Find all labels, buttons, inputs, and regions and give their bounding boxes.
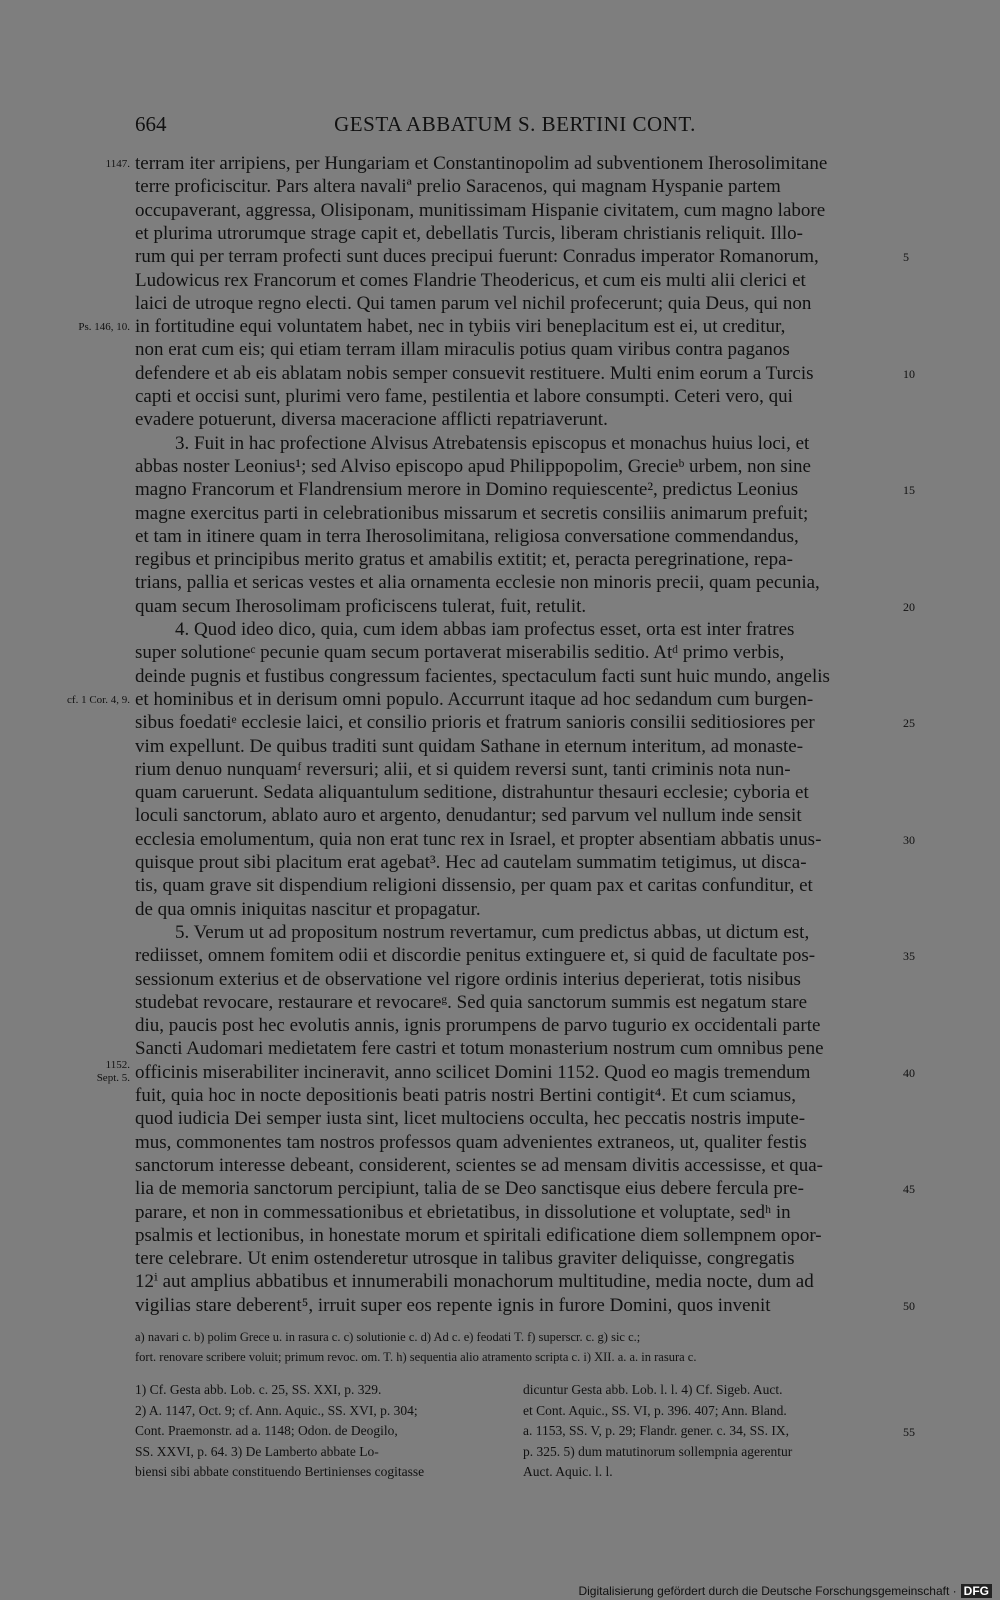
text-line: abbas noster Leonius¹; sed Alviso episcopo apud Philippopolim, Grecieᵇ urbem, non sine — [135, 455, 811, 477]
line-number: 30 — [903, 832, 915, 847]
text-line: fuit, quia hoc in nocte depositionis beati patris nostri Bertini contigit⁴. Et cum sciamus, — [135, 1085, 796, 1106]
running-title: GESTA ABBATUM S. BERTINI CONT. — [334, 112, 696, 136]
text-line: diu, paucis post hec evolutis annis, ignis prorumpens de parvo tugurio ex occidentali parte — [135, 1015, 821, 1037]
text-line: Sancti Audomari medietatem fere castri et totum monasterium nostrum cum omnibus pene — [135, 1038, 824, 1060]
footnote-right: et Cont. Aquic., SS. VI, p. 396. 407; Ann. Bland. — [523, 1402, 787, 1418]
text-line: ecclesia emolumentum, quia non erat tunc rex in Israel, et propter absentiam abbatis unus- — [135, 828, 822, 850]
text-line: Ludowicus rex Francorum et comes Flandrie Theodericus, et cum eis multi alii clerici et — [135, 269, 806, 291]
textual-note: fort. renovare scribere voluit; primum revoc. om. T. h) sequentia alio atramento scripta c. i) XII. a. a. in rasura c. — [135, 1350, 697, 1364]
text-line: sessionum exterius et de observatione vel rigore ordinis interius deperierat, totis nisibus — [135, 968, 801, 990]
margin-note: Sept. 5. — [96, 1071, 130, 1084]
text-line: psalmis et lectionibus, in honestate morum et spiritali edificatione diem sollempnem opor- — [135, 1224, 822, 1246]
text-line: 4. Quod ideo dico, quia, cum idem abbas iam profectus esset, orta est inter fratres — [175, 619, 795, 640]
text-line: studebat revocare, restaurare et revocareᵍ. Sed quia sanctorum summis est negatum stare — [135, 991, 808, 1013]
text-line: defendere et ab eis ablatam nobis semper consuevit restituere. Multi enim eorum a Turcis — [135, 362, 814, 384]
text-line: trians, pallia et sericas vestes et alia ornamenta ecclesie non minoris precii, quam pecunia, — [135, 572, 820, 594]
text-line: vim expellunt. De quibus traditi sunt quidam Sathane in eternum interitum, ad monaste- — [135, 735, 804, 757]
text-line: quod iudicia Dei semper iusta sint, licet multociens occulta, hec peccatis nostris impute- — [135, 1108, 806, 1130]
text-line: evadere potuerunt, diversa maceracione afflicti repatriaverunt. — [135, 409, 608, 431]
text-line: laici de utroque regno electi. Qui tamen parum vel nichil profecerunt; quia Deus, qui non — [135, 292, 812, 314]
text-line: tis, quam grave sit dispendium religioni dissensio, per quam pax et caritas confunditur, et — [135, 875, 813, 897]
textual-note: a) navari c. b) polim Grece u. in rasura c. c) solutionie c. d) Ad c. e) feodati T. f) superscr. c. g) sic c.; — [135, 1330, 641, 1344]
line-number: 15 — [903, 483, 915, 498]
text-line: de qua omnis iniquitas nascitur et propagatur. — [135, 898, 481, 920]
dfg-logo: DFG — [961, 1584, 992, 1598]
text-line: 3. Fuit in hac profectione Alvisus Atrebatensis episcopus et monachus huius loci, et — [175, 432, 810, 454]
text-line: terre proficiscitur. Pars altera navaliª prelio Saracenos, qui magnam Hyspanie partem — [135, 176, 781, 198]
footnote-left: biensi sibi abbate constituendo Bertinienses cogitasse — [135, 1464, 425, 1479]
text-line: et hominibus et in derisum omni populo. Accurrunt itaque ad hoc sedandum cum burgen- — [135, 688, 814, 710]
text-line: capti et occisi sunt, plurimi vero fame, pestilentia et labore consumpti. Ceteri vero, qui — [135, 386, 793, 407]
text-line: super solutioneᶜ pecunie quam secum portaverat miserabilis seditio. Atᵈ primo verbis, — [135, 642, 785, 664]
text-line: rium denuo nunquamᶠ reversuri; alii, et si quidem reversi sunt, tanti criminis nota nun- — [135, 758, 791, 780]
text-line: et tam in itinere quam in terra Iherosolimitana, religiosa conversatione commendandus, — [135, 525, 799, 547]
text-line: et plurima utrorumque strage capit et, debellatis Turcis, liberam christianis reliquit. Illo- — [135, 222, 804, 244]
line-number: 40 — [903, 1065, 915, 1080]
line-number: 5 — [903, 250, 909, 265]
text-line: tere celebrare. Ut enim ostenderetur utrosque in talibus graviter deliquisse, congregatis — [135, 1248, 795, 1270]
text-line: regibus et principibus merito gratus et amabilis extitit; et, peracta peregrinatione, repa- — [135, 549, 793, 571]
text-line: sanctorum interesse debeant, considerent, scientes se ad mensam divitis accessisse, et qua- — [135, 1154, 823, 1176]
footnote-left: 1) Cf. Gesta abb. Lob. c. 25, SS. XXI, p. 329. — [135, 1382, 382, 1397]
text-line: 12ⁱ aut amplius abbatibus et innumerabili monachorum multitudine, media nocte, dum ad — [135, 1271, 814, 1293]
line-number: 45 — [903, 1182, 915, 1197]
text-line: magno Francorum et Flandrensium merore in Domino requiescente², predictus Leonius — [135, 479, 799, 501]
footnote-left: 2) A. 1147, Oct. 9; cf. Ann. Aquic., SS. XVI, p. 304; — [135, 1402, 418, 1418]
line-number: 25 — [903, 716, 915, 731]
text-line: mus, commonentes tam nostros professos quam advenientes extraneos, ut, qualiter festis — [135, 1131, 807, 1153]
footnote-right: a. 1153, SS. V, p. 29; Flandr. gener. c. 34, SS. IX, — [523, 1423, 790, 1438]
text-line: sibus foedatiᵉ ecclesie laici, et consilio prioris et fratrum sanioris consilii seditiosiores per — [135, 712, 815, 734]
line-number: 20 — [903, 599, 915, 614]
text-line: parare, et non in commessationibus et ebrietatibus, in dissolutione et voluptate, sedʰ in — [135, 1201, 791, 1223]
page-number: 664 — [135, 112, 167, 136]
line-number: 35 — [903, 949, 915, 964]
page-header — [135, 112, 895, 142]
margin-note: 1147. — [105, 158, 130, 170]
margin-note: Ps. 146, 10. — [78, 321, 130, 334]
text-line: terram iter arripiens, per Hungariam et Constantinopolim ad subventionem Iherosolimitane — [135, 153, 828, 174]
text-line: vigilias stare deberent⁵, irruit super eos repente ignis in furore Domini, quos invenit — [135, 1294, 771, 1316]
footer-text: Digitalisierung gefördert durch die Deutsche Forschungsgemeinschaft · — [578, 1584, 957, 1598]
footnote-right: Auct. Aquic. l. l. — [523, 1464, 613, 1479]
text-line: occupaverant, aggressa, Olisiponam, munitissimam Hispanie civitatem, cum magno labore — [135, 199, 826, 221]
text-line: in fortitudine equi voluntatem habet, nec in tybiis viri beneplacitum est ei, ut creditur, — [135, 316, 786, 338]
text-line: loculi sanctorum, ablato auro et argento, denudantur; sed parvum vel nullum inde sensit — [135, 805, 802, 827]
text-line: quisque prout sibi placitum erat agebat³. Hec ad cautelam summatim tetigimus, ut disca- — [135, 852, 807, 873]
footnote-right: dicuntur Gesta abb. Lob. l. l. 4) Cf. Sigeb. Auct. — [523, 1382, 783, 1397]
text-line: deinde pugnis et fustibus congressum facientes, spectaculum facti sunt huic mundo, angelis — [135, 665, 830, 687]
text-line: non erat cum eis; qui etiam terram illam miraculis potius quam viribus contra paganos — [135, 339, 790, 361]
text-line: magne exercitus parti in celebrationibus missarum et secretis consiliis animarum prefuit; — [135, 502, 809, 524]
text-line: rediisset, omnem fomitem odii et discordie penitus extinguere et, si quid de facultate pos- — [135, 945, 816, 967]
margin-note: cf. 1 Cor. 4, 9. — [67, 693, 130, 706]
text-line: quam secum Iherosolimam proficiscens tulerat, fuit, retulit. — [135, 595, 587, 617]
text-line: rum qui per terram profecti sunt duces precipui fuerunt: Conradus imperator Romanorum, — [135, 246, 819, 268]
text-line: officinis miserabiliter incineravit, anno scilicet Domini 1152. Quod eo magis tremendum — [135, 1061, 811, 1083]
line-number: 50 — [903, 1298, 915, 1313]
line-number: 10 — [903, 366, 915, 381]
text-line: quam caruerunt. Sedata aliquantulum seditione, distrahuntur thesauri ecclesie; cyboria et — [135, 782, 809, 804]
text-line: lia de memoria sanctorum percipiunt, talia de se Deo sanctisque eius debere fercula pre- — [135, 1178, 804, 1200]
footnote-left: SS. XXVI, p. 64. 3) De Lamberto abbate Lo- — [135, 1443, 379, 1459]
footnote-left: Cont. Praemonstr. ad a. 1148; Odon. de Deogilo, — [135, 1423, 398, 1438]
footnote-right: p. 325. 5) dum matutinorum sollempnia agerentur — [523, 1443, 793, 1459]
footer — [578, 1584, 992, 1598]
line-number: 55 — [903, 1425, 915, 1439]
margin-note: 1152. — [105, 1058, 130, 1071]
text-line: 5. Verum ut ad propositum nostrum revertamur, cum predictus abbas, ut dictum est, — [175, 921, 810, 943]
